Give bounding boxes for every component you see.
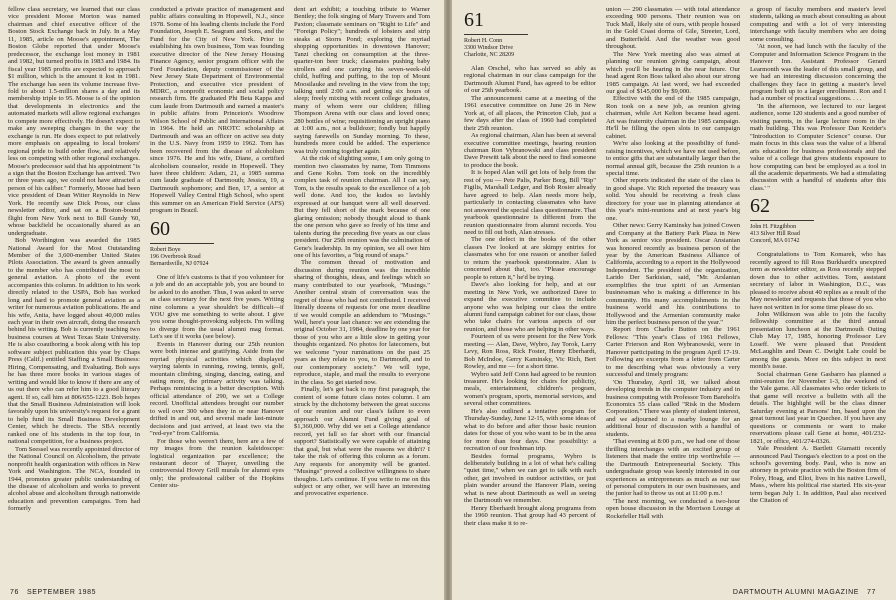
paragraph: 'On Thursday, April 18, we talked about developing trends in the computer industry and in business computing with Professor Tom Bareholt's Economics 55 class called "Risk in the Modern Corporation." There was plenty of student interest, and we adjourned to a nearby lounge for an additional hour of discussion with a handful of students.	[606, 378, 740, 438]
paragraph: fellow class secretary, we learned that our class vice president Moose Morton was named chairman and chief executive officer of the Boston Stock Exchange back in July. In a May 11, 1985, article on Moose's appointment, The Boston Globe reported that under Moose's predecessor, the exchange lost money in 1981 and 1982, but turned profits in 1983 and 1984. Its fiscal year 1985 profits are expected to approach $1 million, which is the amount it lost in 1981. The exchange has seen its volume increase five-fold to about 1.5-million shares a day and its membership triple to 95. Moose is of the opinion that developments in electronics and the automated markets will allow regional exchanges to compete more effectively. He doesn't expect to make any sweeping changes in the way the exchange is run. He does expect to put relatively more emphasis on appealing to local brokers' regional pride to build order flow, and relatively less on competing with other regional exchanges. Moose's predecessor said that his appointment "is a sign that the Boston Exchange has arrived. Two or three years ago, we could not have attracted a person of his caliber." Formerly, Moose had been vice president of Dean Witter Reynolds in New York. He recently saw Dick Pross, our class newsletter editor, and sat on a Boston-bound flight from New York next to Bill Gundy '60, whose backfield he occasionally shared as an undergraduate.	[8, 6, 140, 237]
paragraph: Effective with the end of the 1985 campaign, Ron took on a new job, as reunion giving chairman, while Art Kelton became head agent. Art was fraternity chairman in the 1985 campaign. He'll be filling the open slots in our campaign cabinet.	[606, 95, 740, 140]
paragraph: The New York meeting also was aimed at planning our reunion giving campaign, about which you'll be hearing in the near future. Our head agent Ron Boss talked also about our strong 1985 campaign. At last word, we had exceeded our goal of $145,000 by $9,000.	[606, 50, 740, 95]
paragraph: Wybro said Jeff Conn had agreed to be reunion treasurer. He's looking for chairs for publicity, meals, entertainment, children's program, women's program, sports, memorial services, and several other committees.	[464, 370, 596, 408]
divider	[464, 34, 528, 35]
paragraph: a group of faculty members and master's level students, talking as much about consulting as about computing and with a lot of very interesting interchange with faculty members who are doing some consulting.	[750, 6, 886, 43]
paragraph: John Wilkinson was able to join the faculty fellowship committee at the third annual presentation luncheon at the Dartmouth Outing Club May 17, 1985, honoring Professor Lev Loseff. We were pleased that President McLaughlin and Dean C. Dwight Lahr could be among the guests. More on this subject in next month's issue.	[750, 310, 886, 371]
paragraph: Besides formal programs, Wybro is deliberately building in a lot of what he's calling "quiet time," when we can get to talk with each other, get involved in outdoor activities, or just plain wander around the Hanover Plain, seeing what is new about Dartmouth as well as seeing the Dartmouth we remember.	[464, 452, 596, 505]
column-3	[294, 6, 430, 574]
class-number-60: 60	[150, 217, 170, 240]
column-6	[750, 6, 886, 574]
paragraph: conducted a private practice of management and public affairs consulting in Hopewell, N.J., since 1978. Some of his leading clients include the Ford Foundation, Joseph E. Seagram and Sons, and the Fund for the City of New York. Prior to establishing his own business, Tom was founding executive director of the New Jersey Housing Finance Agency, senior program officer with the Ford Foundation, deputy commissioner of the New Jersey State Department of Environmental Protection, and executive vice president of MDRC, a nonprofit economic and social policy research firm. He graduated Phi Beta Kappa and cum laude from Dartmouth and earned a master's in public affairs from Princeton's Woodrow Wilson School of Public and International Affairs in 1964. He held an NROTC scholarship at Dartmouth and was an officer on active sea duty in the U.S. Navy from 1959 to 1962. Tom has been recovered from the disease of alcoholism since 1976. He and his wife, Diane, a certified alcoholism counselor, reside in Hopewell. They have three children: Adam, 21, a 1985 summa cum laude graduate of Dartmouth; Jessica, 19, a Dartmouth sophomore; and Ben, 17, a senior at Hopewell Valley Central High School, who spent this summer on an American Field Service (AFS) program in Brazil.	[150, 6, 284, 215]
paragraph: union — 290 classmates — with total attendance exceeding 900 persons. Their reunion was on Tuck Mall, likely site of ours, with people housed in the Gold Coast dorms of Gile, Streeter, Lord, and Butterfield. And the weather was good throughout.	[606, 6, 740, 51]
paragraph: Bob Worthington was awarded the 1985 National Award for the Most Outstanding Member of the 3,600-member United States Pilots Association. The award is given annually to the member who has contributed the most to general aviation. A photo of the event accompanies this column. In addition to his work directly related to the USPA, Bob has worked long and hard to promote general aviation as a writer for numerous aviation publications. He and his wife, Anita, have logged about 40,000 miles each year in their own aircraft, doing the research behind his writing. Bob is currently teaching two business courses at West Texas State University. He is also coauthoring a book along with his top software subject publication this year by Chaps Press (Calif.) entitled Staffing a Small Business: Hiring, Compensating, and Evaluating. Bob says he has three more books in various stages of writing and would like to know if there are any of us out there who can refer him to a good literary agent. If so, call him at 806/655-1223. Bob hopes that the Small Business Administration will look favorably upon his university's request for a grant to help fund its Small Business Development Center, which he directs. The SBA recently ranked one of his students in the top four, in national competition, for a business project.	[8, 237, 140, 446]
paragraph: Other news: Gerry Kaminsky has joined Cowen and Company at the Battery Park Plaza in New York as senior vice president. Oscar Ansianian was honored recently as business person of the year by the American Business Alliance of California, according to a report in the Hollywood Independent. The president of the organization, Larido Der Sarkisian, said, "Mr. Arslanian exemplifies the true spirit of an Armenian businessman who is making a difference in his community. His many accomplishments in the business world and his contributions to Hollywood and the Armenian community make him the perfect business person of the year."	[606, 222, 740, 327]
paragraph: Congratulations to Tom Komarek, who has recently agreed to fill Ross Burkhardt's unexpired term as newsletter editor, as Ross recently stepped down due to other activities. Tom, assistant secretary of labor in Washington, D.C., was pleased to receive about 40 replies as a result of the May newsletter and requests that those of you who have not written in for some time please do so.	[750, 251, 886, 311]
paragraph: Social chairman Gene Gasbarro has planned a mini-reunion for November 1-3, the weekend of the Yale game. All classmates who order tickets to that game will receive a bulletin with all the details. The highlight will be the class dinner Saturday evening at Parsons' Inn, based upon the great turnout last year in Quechee. If you have any questions or comments or want to make reservations please call Gene at home, 401/232-1821, or office, 401/274-0326.	[750, 370, 886, 445]
secretary-name: Robert Boye	[150, 246, 181, 253]
secretary-city: Bernardsville, NJ 07924	[150, 260, 209, 267]
secretary-street: 196 Overbrook Road	[150, 253, 201, 260]
class-secretary-address	[464, 38, 596, 59]
class-secretary-address	[750, 224, 886, 245]
paragraph: 'In the afternoon, we lectured to our largest audience, some 120 students and a good number of visiting parents, in the large lecture room in the math building. This was Professor Dan Kreider's "Introduction to Computer Science" course. Our main focus in this class was the value of a liberal arts education for business professionals and the value of a college that gives students exposure to how computing can best be employed as a tool in all the academic departments. We had a stimulating discussion with a handful of students after this class.' "	[750, 102, 886, 192]
class-number-61: 61	[464, 9, 484, 31]
paragraph: Events in Hanover during our 25th reunion were both intense and gratifying. Aside from the myriad physical activities which displayed varying talents in running, rowing, tennis, golf, mountain climbing, singing, dancing, eating, and eating more, the primary activity was talking. Perhaps reminiscing is a better description. With official attendance of 290, we set a College record. Unofficial attendees brought our number to well over 300 when they in or near Hanover drifted in and out, and several made last-minute decisions and just arrived, at least two via the "red-eye" from California.	[150, 340, 284, 438]
paragraph: Fourteen of us were present for the New York meeting — Alan, Dave, Wybro, Jay Torok, Larry Levy, Ron Ross, Rick Foster, Henry Eberhardt, Bob McIndoe, Gerry Kaminsky, Vic Rich, Bert Rowley, and me — for a short time.	[464, 333, 596, 371]
page-number: 77	[867, 589, 876, 596]
paragraph: Henry Eberhardt brought along programs from the 1960 reunion. That group had 43 percent of their class make it to re-	[464, 504, 596, 527]
paragraph: 'At noon, we had lunch with the faculty of the Computer and Information Science Program in the Hanover Inn. Assistant Professor Gerard Learmonth was the leader of this small group, and we had an interesting discussion concerning the challenges they face in getting a master's level program built up to a larger enrollment. Ron and I had a number of practical suggestions. . . .	[750, 43, 886, 103]
paragraph: At the risk of slighting some, I am only going to mention two classmates by name, Tom Timmons and Gene Kohn. Tom took on the incredibly complex task of reunion chairman. All I can say, Tom, is the results speak to the excellence of a job well done. And too, the kudos so lavishly expressed at our banquet were all well deserved. But they fell short of the mark because of one glaring omission; nobody thought aloud to thank the one person who gave so freely of his time and talents during the preceding five years as our class president. Our 25th reunion was the culmination of Gene's leadership. In my opinion, we all owe him one of his favorites, a "big round of snaps."	[294, 155, 430, 259]
paragraph: As regional chairman, Alan has been at several executive committee meetings, hearing reunion chairman Ron Vybranowski and class president Dave Prewitt talk about the need to find someone to produce the book.	[464, 132, 596, 169]
paragraph: dent art exhibit; a touching tribute to Warner Bentley; the folk singing of Mary Travers and Tom Paxton; classmate seminars on "Right to Life" and "Foreign Policy"; hundreds of lobsters and strip steaks at Storrs Pond; exploring the myriad shopping opportunities in downtown Hanover; Tanzi checking on consumption at the three-quarter-ton beer truck; classmates pushing baby strollers and one carrying his seven-week-old child, huffing and puffing, to the top of Mount Moosilauke and reveling in the view from the top; talking until 2:00 a.m. and getting six hours of sleep; freely mixing with recent college graduates, many of whom were our children; filling Thompson Arena with our class and loved ones; 280 bottles of wine; requisitioning an upright piano at 1:00 a.m., not a bulldozer; fondly but happily saying farewells on Sunday morning. To these, hundreds more could be added. The experience was truly coming together again.	[294, 6, 430, 155]
paragraph: Report from Charlie Button on the 1961 Fellows: "This year's Class of 1961 Fellows, Carter Frierson and Ron Wybranowski, were in Hanover participating in the program April 17-19. Following are excerpts from a letter from Carter to me describing what was obviously a very successful and timely program:	[606, 326, 740, 379]
paragraph: For those who weren't there, here are a few of my images from the reunion kaleidoscope: logistical organization par excellence; the restaurant decor of Thayer, unveiling the controversial Hovey Grill murals for alumni eyes only; the professional caliber of the Hopkins Center stu-	[150, 437, 284, 490]
left-page-footer	[10, 589, 104, 596]
column-1	[8, 6, 140, 574]
left-page	[0, 0, 444, 600]
divider	[150, 243, 214, 244]
secretary-city: Charlotte, NC 28209	[464, 52, 515, 58]
paragraph: Other reports indicated the state of the class is in good shape. Vic Rich reported the treasury was solid. You should be receiving a fresh class directory for your use in planning attendance at this year's mini-reunions and at next year's big one.	[606, 177, 740, 222]
paragraph: 'The next morning, we conducted a two-hour open house discussion in the Morrison Lounge at Rockefeller Hall with	[606, 497, 740, 520]
issue-date: SEPTEMBER 1985	[27, 589, 97, 596]
paragraph: 'That evening at 8:00 p.m., we had one of those thrilling interchanges with an excited group of listeners that made the entire trip worthwhile — the Dartmouth Entrepreneurial Society. This undergraduate group was keenly interested in our experiences as entrepreneurs as much as our use of personal computers in our own businesses, and the junior had to throw us out at 11:00 p.m.!	[606, 438, 740, 498]
paragraph: Alan Orschel, who has served so ably as regional chairman in our class campaign for the Dartmouth Alumni Fund, has agreed to be editor of our 25th yearbook.	[464, 65, 596, 95]
paragraph: Finally, let's get back to my first paragraph, the content of some future class notes column. I am struck by the dichotomy between the great success of our reunion and our class's failure to even approach our Alumni Fund giving goal of $1,360,000. Why did we set a College attendance record, yet fall so far short with our financial support? Statistically we were capable of attaining that goal, but what were the reasons we didn't? I take the risk of offering this column as a forum. Any requests for anonymity will be granted. "Musings" proved a collective willingness to share thoughts. Let's continue. If you write to me on this subject or any other, we will have an interesting and provocative experience.	[294, 386, 430, 498]
column-2	[150, 6, 284, 574]
binding-gutter	[444, 0, 452, 600]
class-secretary-address	[150, 247, 284, 268]
secretary-name: Robert H. Conn	[464, 38, 503, 44]
secretary-name: John H. Fitzgibbon	[750, 224, 797, 231]
page-number: 76	[10, 589, 19, 596]
divider	[750, 220, 814, 221]
secretary-city: Concord, MA 01742	[750, 238, 800, 245]
paragraph: The one defect in the books of the other classes I've looked at are skimpy entries for classmates who for one reason or another failed to return the yearbook questionnaire. Alan is concerned about that, too. "Please encourage people to return it," he'd be trying.	[464, 236, 596, 281]
paragraph: He's also outlined a tentative program for Thursday-Sunday, June 12-15, with some ideas of what to do before and after those basic reunion dates for those of you who want to be in the area for more than four days. One possibility: a recreation of our freshman trip.	[464, 407, 596, 453]
paragraph: It is hoped Alan will get lots of help from the rest of you — Pete Palis, Parker Borg, Bill "Rip" Figilis, Marshall Ledger, and Bob Rosier already have agreed to help. Alan needs more help, particularly in contacting classmates who have not answered the special class questionnaire. That yearbook questionnaire is different from the reunion questionnaire from alumni records. You need to fill out both, Alan stresses.	[464, 169, 596, 236]
secretary-street: 413 Silver Hill Road	[750, 231, 800, 238]
paragraph: Tom Seessel was recently appointed director of the National Council on Alcoholism, the private nonprofit health organization with offices in New York and Washington. The NCA, founded in 1944, promotes greater public understanding of the disease of alcoholism and works to prevent alcohol abuse and alcoholism through nationwide education and prevention campaigns. Tom had formerly	[8, 445, 140, 513]
paragraph: Dave's also looking for help, and at our meeting in New York, we authorized Dave to expand the executive committee to include anyone who was helping our class the entire alumni fund campaign cabinet for our class, those who take chairs for various aspects of our reunion, and those who are helping in other ways.	[464, 281, 596, 333]
paragraph: We're also looking at the possibility of fund-raising incentives, which we have not used before, to entice gifts that are substantially larger than the normal annual gift, because the 25th reunion is a special time.	[606, 140, 740, 177]
column-4	[464, 6, 596, 574]
right-page-footer	[733, 589, 884, 596]
paragraph: The common thread of motivation and discussion during reunion was the incredible sharing of thoughts, ideas, and feelings which so many contributed to our yearbook, "Musings." Another central strain of conversation was the regret of those who had not contributed. I received literally dozens of requests for one more deadline if we would compile an addendum to "Musings." Well, here's your last chance: we are extending the original October 31, 1984, deadline by one year for those of you who are a little slow in getting your thoughts organized. No photos for latecomers, but we welcome "your ruminations on the past 25 years as they relate to you, to Dartmouth, and to our contemporary society." We will type, reproduce, staple, and mail the results to everyone in the class. So get started now.	[294, 259, 430, 386]
right-page	[452, 0, 896, 600]
paragraph: The announcement came at a meeting of the 1961 executive committee on June 26 in New York at, of all places, the Princeton Club, just a few days after the class of 1960 had completed their 25th reunion.	[464, 94, 596, 132]
class-number-62: 62	[750, 195, 770, 218]
magazine-name: DARTMOUTH ALUMNI MAGAZINE	[732, 589, 859, 596]
paragraph: One of life's customs is that if you volunteer for a job and do an acceptable job, you are bound to be asked to do another. Thus, I was asked to serve as class secretary for the next five years. Writing nine columns a year shouldn't be difficult—if YOU give me something to write about. I give you some thought-provoking subjects. I'm willing to diverge from the usual alumni mag format. Let's see if it works (see below).	[150, 273, 284, 341]
paragraph: Yale President A. Bartlett Giamatti recently announced Paul Tsongas's election to a post on the school's governing body. Paul, who is now an attorney in private practice with the Boston firm of Foley, Hoag, and Eliot, lives in his native Lowell, Mass., where his political rise started. His six-year term began July 1. In addition, Paul also received the Citation of	[750, 445, 886, 505]
column-5	[606, 6, 740, 574]
secretary-street: 3300 Windsor Drive	[464, 45, 513, 51]
